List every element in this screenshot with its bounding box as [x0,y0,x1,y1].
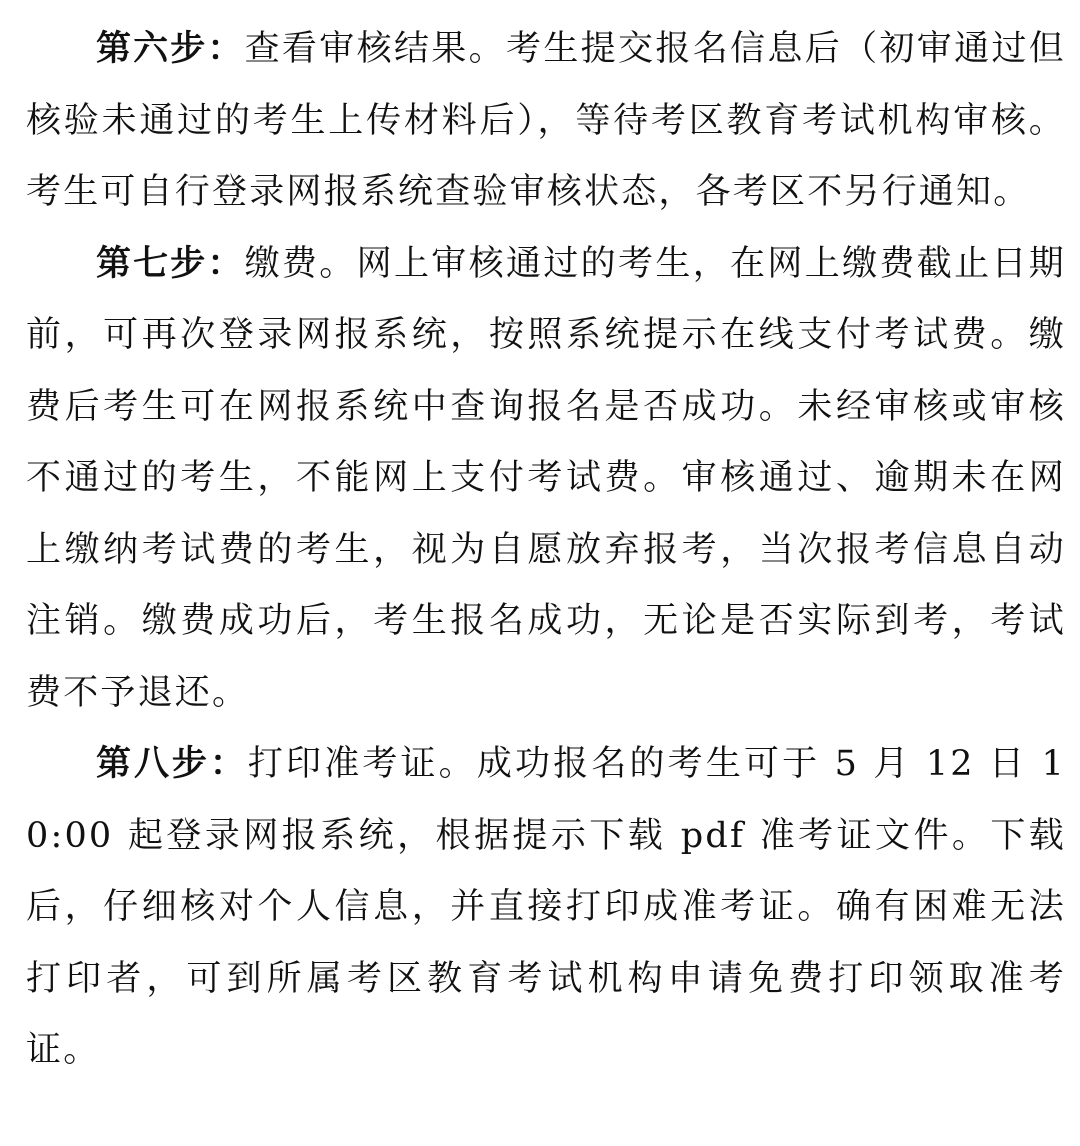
step-7-text: 缴费。网上审核通过的考生，在网上缴费截止日期前，可再次登录网报系统，按照系统提示在线支付考试费。缴费后考生可在网报系统中查询报名是否成功。未经审核或审核不通过的考生，不能网上支付考试费。审核通过、逾期未在网上缴纳考试费的考生，视为自愿放弃报考，当次报考信息自动注销。缴费成功后，考生报名成功，无论是否实际到考，考试费不予退还。 [26,243,1066,713]
step-7-label: 第七步： [96,243,245,284]
paragraph-step-6 [26,14,1066,229]
step-8-label: 第八步： [96,744,248,784]
step-8-text: 打印准考证。成功报名的考生可于 5 月 12 日 10:00 起登录网报系统，根据提示下载 pdf 准考证文件。下载后，仔细核对个人信息，并直接打印成准考证。确有困难无法打印者，可到所属考区教育考试机构申请免费打印领取准考证。 [26,744,1066,1070]
paragraph-step-7 [26,229,1066,730]
paragraph-step-8 [26,729,1066,1087]
step-6-text: 查看审核结果。考生提交报名信息后（初审通过但核验未通过的考生上传材料后），等待考区教育考试机构审核。考生可自行登录网报系统查验审核状态，各考区不另行通知。 [26,29,1066,212]
step-6-label: 第六步： [96,29,245,69]
